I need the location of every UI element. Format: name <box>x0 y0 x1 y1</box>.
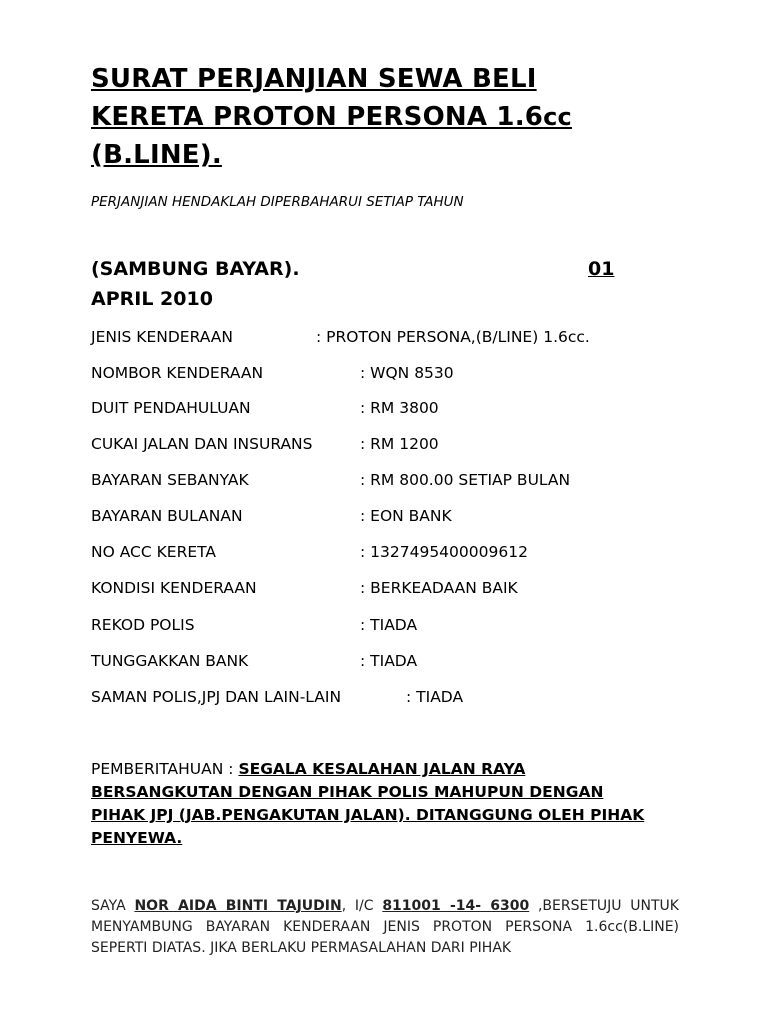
detail-value: : RM 1200 <box>360 435 439 453</box>
detail-label: SAMAN POLIS,JPJ DAN LAIN-LAIN <box>91 688 342 706</box>
agreement-date-month-year: APRIL 2010 <box>91 288 213 310</box>
detail-label: NO ACC KERETA <box>91 543 217 561</box>
detail-label: NOMBOR KENDERAAN <box>91 364 264 382</box>
detail-value: : RM 800.00 SETIAP BULAN <box>360 471 571 489</box>
declaration-saya: SAYA <box>91 898 135 914</box>
detail-value: : TIADA <box>406 688 464 706</box>
detail-value: : WQN 8530 <box>360 364 454 382</box>
detail-value: : RM 3800 <box>360 399 439 417</box>
detail-label: JENIS KENDERAAN <box>91 328 233 346</box>
detail-value: : EON BANK <box>360 507 452 525</box>
document-title <box>91 60 691 174</box>
detail-label: KONDISI KENDERAAN <box>91 579 257 597</box>
title-line-2-main: KERETA PROTON PERSONA 1.6 <box>91 102 544 132</box>
detail-value: : TIADA <box>360 652 418 670</box>
title-line-3: (B.LINE). <box>91 140 222 170</box>
declaration-paragraph <box>91 896 679 959</box>
notice-text: SEGALA KESALAHAN JALAN RAYA BERSANGKUTAN DENGAN PIHAK POLIS MAHUPUN DENGAN PIHAK JPJ (JAB.PENGAKUTAN JALAN). DITANGGUNG OLEH PIHAK PENYEWA. <box>91 760 645 847</box>
detail-label: BAYARAN BULANAN <box>91 507 243 525</box>
detail-label: BAYARAN SEBANYAK <box>91 471 249 489</box>
detail-label: TUNGGAKKAN BANK <box>91 652 249 670</box>
detail-label: DUIT PENDAHULUAN <box>91 399 251 417</box>
ic-number: 811001 -14- 6300 <box>382 898 530 914</box>
detail-value: : TIADA <box>360 616 418 634</box>
detail-value: : PROTON PERSONA,(B/LINE) 1.6cc. <box>316 328 590 346</box>
title-line-1: SURAT PERJANJIAN SEWA BELI <box>91 64 537 94</box>
ic-label: , I/C <box>341 898 383 914</box>
sambung-bayar-heading <box>91 254 631 310</box>
declaration-text: ,BERSETUJU UNTUK MENYAMBUNG BAYARAN KENDERAAN JENIS PROTON PERSONA 1.6cc(B.LINE) SEPERTI DIATAS. JIKA BERLAKU PERMASALAHAN DARI PIHAK <box>91 898 679 956</box>
renewal-note: PERJANJIAN HENDAKLAH DIPERBAHARUI SETIAP TAHUN <box>91 194 464 210</box>
agreement-date-day: 01 <box>588 258 615 280</box>
detail-label: REKOD POLIS <box>91 616 195 634</box>
title-line-2-cc: cc <box>543 103 572 131</box>
detail-value: : 1327495400009612 <box>360 543 528 561</box>
notice-paragraph <box>91 758 651 850</box>
notice-label: PEMBERITAHUAN : <box>91 760 239 778</box>
detail-label: CUKAI JALAN DAN INSURANS <box>91 435 313 453</box>
sambung-label: (SAMBUNG BAYAR). <box>91 258 300 280</box>
detail-value: : BERKEADAAN BAIK <box>360 579 518 597</box>
declarant-name: NOR AIDA BINTI TAJUDIN <box>134 898 342 914</box>
title-line-2 <box>91 98 691 136</box>
